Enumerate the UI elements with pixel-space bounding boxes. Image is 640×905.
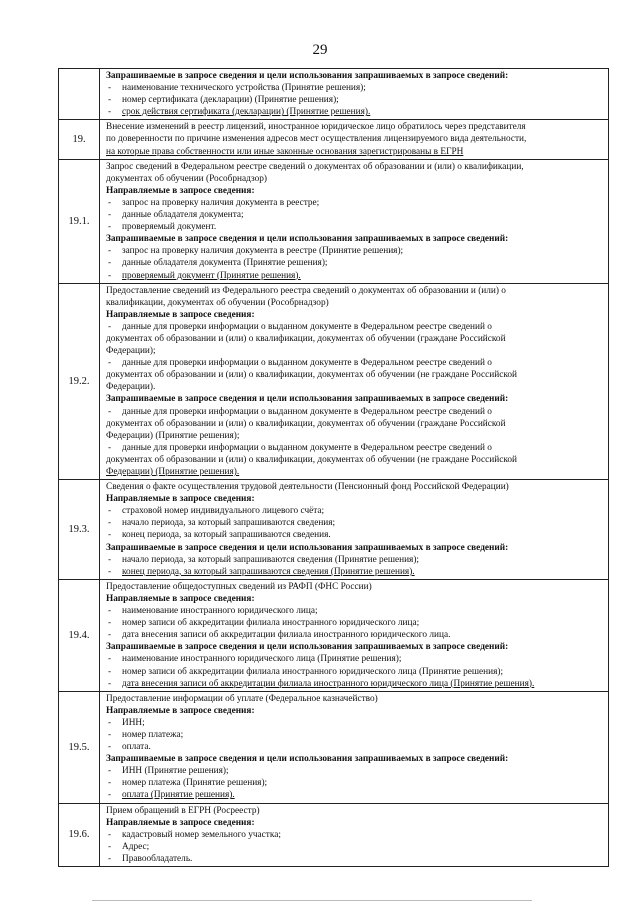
list-item: - начало периода, за который запрашиваются сведения;	[106, 517, 605, 529]
list-item: - данные для проверки информации о выданном документе в Федеральном реестре сведений о	[106, 442, 605, 454]
table-body	[59, 69, 609, 867]
list-item: - конец периода, за который запрашиваются сведения.	[106, 529, 605, 541]
list-item: - данные для проверки информации о выданном документе в Федеральном реестре сведений о	[106, 321, 605, 333]
table-row	[59, 691, 609, 803]
list-item: - наименование иностранного юридического лица (Принятие решения);	[106, 653, 605, 665]
row-number: 19.5.	[59, 691, 100, 803]
row-content	[100, 480, 609, 580]
text-line: документах об образовании и (или) о квалификации, документах об обучении (граждане Российской	[106, 418, 506, 429]
table-row	[59, 69, 609, 120]
section-heading: Запрашиваемые в запросе сведения и цели использования запрашиваемых в запросе сведений:	[106, 542, 509, 553]
list-item: - запрос на проверку наличия документа в реестре;	[106, 197, 605, 209]
list-item: - номер сертификата (декларации) (Принятие решения);	[106, 94, 605, 106]
section-heading: Запрашиваемые в запросе сведения и цели использования запрашиваемых в запросе сведений:	[106, 234, 509, 245]
text-line: документах об образовании и (или) о квалификации, документах об обучении (граждане Российской	[106, 333, 506, 344]
list-item: - ИНН (Принятие решения);	[106, 765, 605, 777]
list-item: - номер записи об аккредитации филиала иностранного юридического лица (Принятие решения);	[106, 666, 605, 678]
list-item: - данные обладателя документа;	[106, 209, 605, 221]
text-line: Федерации) (Принятие решения);	[106, 430, 240, 441]
list-item: - ИНН;	[106, 717, 605, 729]
scan-edge-line	[92, 900, 532, 901]
list-item: - данные для проверки информации о выданном документе в Федеральном реестре сведений о	[106, 406, 605, 418]
section-heading: Запрашиваемые в запросе сведения и цели использования запрашиваемых в запросе сведений:	[106, 71, 509, 81]
row-number	[59, 69, 100, 120]
section-heading: Направляемые в запросе сведения:	[106, 593, 255, 604]
section-heading: Направляемые в запросе сведения:	[106, 185, 255, 196]
page-number: 29	[312, 42, 328, 58]
row-content	[100, 803, 609, 866]
text-line: квалификации, документах об обучении (Рособрнадзор)	[106, 297, 329, 308]
section-heading: Направляемые в запросе сведения:	[106, 705, 255, 716]
row-number: 19.3.	[59, 480, 100, 580]
section-heading: Направляемые в запросе сведения:	[106, 309, 255, 320]
row-number: 19.2.	[59, 283, 100, 480]
text-line: Предоставление общедоступных сведений из РАФП (ФНС России)	[106, 581, 372, 592]
row-content	[100, 283, 609, 480]
text-line: Внесение изменений в реестр лицензий, иностранное юридическое лицо обратилось через представителя	[106, 122, 526, 133]
text-line: Федерации);	[106, 346, 156, 357]
text-line: документах об образовании и (или) о квалификации, документах об обучении (не граждане Российской	[106, 454, 517, 465]
list-item: - проверяемый документ (Принятие решения).	[106, 270, 605, 282]
section-heading: Запрашиваемые в запросе сведения и цели использования запрашиваемых в запросе сведений:	[106, 642, 509, 653]
row-content	[100, 69, 609, 120]
text-line: Предоставление информации об уплате (Федеральное казначейство)	[106, 693, 378, 704]
section-heading: Запрашиваемые в запросе сведения и цели использования запрашиваемых в запросе сведений:	[106, 394, 509, 405]
list-item: - оплата (Принятие решения).	[106, 789, 605, 801]
row-content	[100, 159, 609, 283]
list-item: - Адрес;	[106, 841, 605, 853]
text-line: документах об образовании и (или) о квалификации, документах об обучении (не граждане Российской	[106, 370, 517, 381]
list-item: - проверяемый документ.	[106, 221, 605, 233]
text-line: Запрос сведений в Федеральном реестре сведений о документах об образовании и (или) о квалификации,	[106, 161, 524, 172]
section-heading: Направляемые в запросе сведения:	[106, 494, 255, 505]
section-heading: Направляемые в запросе сведения:	[106, 817, 255, 828]
row-number: 19.4.	[59, 579, 100, 691]
row-content	[100, 691, 609, 803]
list-item: - страховой номер индивидуального лицевого счёта;	[106, 505, 605, 517]
text-line: Предоставление сведений из Федерального реестра сведений о документах об образовании и (или) о	[106, 285, 506, 296]
text-line: на которые права собственности или иные законные основания зарегистрированы в ЕГРН	[106, 146, 464, 157]
table-row	[59, 283, 609, 480]
list-item: - начало периода, за который запрашиваются сведения (Принятие решения);	[106, 554, 605, 566]
list-item: - данные для проверки информации о выданном документе в Федеральном реестре сведений о	[106, 357, 605, 369]
list-item: - оплата.	[106, 741, 605, 753]
table-row	[59, 120, 609, 159]
row-number: 19.	[59, 120, 100, 159]
list-item: - дата внесения записи об аккредитации филиала иностранного юридического лица (Принятие решения).	[106, 678, 605, 690]
requirements-table	[58, 68, 609, 867]
list-item: - данные обладателя документа (Принятие решения);	[106, 257, 605, 269]
text-line: документах об обучении (Рособрнадзор)	[106, 173, 268, 184]
list-item: - номер записи об аккредитации филиала иностранного юридического лица;	[106, 617, 605, 629]
table-row	[59, 480, 609, 580]
table-row	[59, 159, 609, 283]
row-content	[100, 579, 609, 691]
text-line: Федерации).	[106, 382, 156, 393]
list-item: - запрос на проверку наличия документа в реестре (Принятие решения);	[106, 245, 605, 257]
row-content	[100, 120, 609, 159]
section-heading: Запрашиваемые в запросе сведения и цели использования запрашиваемых в запросе сведений:	[106, 754, 509, 765]
text-line: Прием обращений в ЕГРН (Росреестр)	[106, 805, 260, 816]
text-line: Федерации) (Принятие решения).	[106, 467, 240, 477]
table-row	[59, 579, 609, 691]
row-number: 19.6.	[59, 803, 100, 866]
table-row	[59, 803, 609, 866]
list-item: - номер платежа;	[106, 729, 605, 741]
list-item: - конец периода, за который запрашиваются сведения (Принятие решения).	[106, 566, 605, 578]
list-item: - Правообладатель.	[106, 853, 605, 865]
list-item: - кадастровый номер земельного участка;	[106, 829, 605, 841]
list-item: - срок действия сертификата (декларации) (Принятие решения).	[106, 106, 605, 118]
list-item: - наименование технического устройства (Принятие решения);	[106, 82, 605, 94]
list-item: - номер платежа (Принятие решения);	[106, 777, 605, 789]
text-line: Сведения о факте осуществления трудовой деятельности (Пенсионный фонд Российской Федерации)	[106, 482, 509, 493]
list-item: - наименование иностранного юридического лица;	[106, 605, 605, 617]
row-number: 19.1.	[59, 159, 100, 283]
text-line: по доверенности по причине изменения адресов мест осуществления лицензируемого вида деятельности,	[106, 134, 527, 145]
list-item: - дата внесения записи об аккредитации филиала иностранного юридического лица.	[106, 629, 605, 641]
